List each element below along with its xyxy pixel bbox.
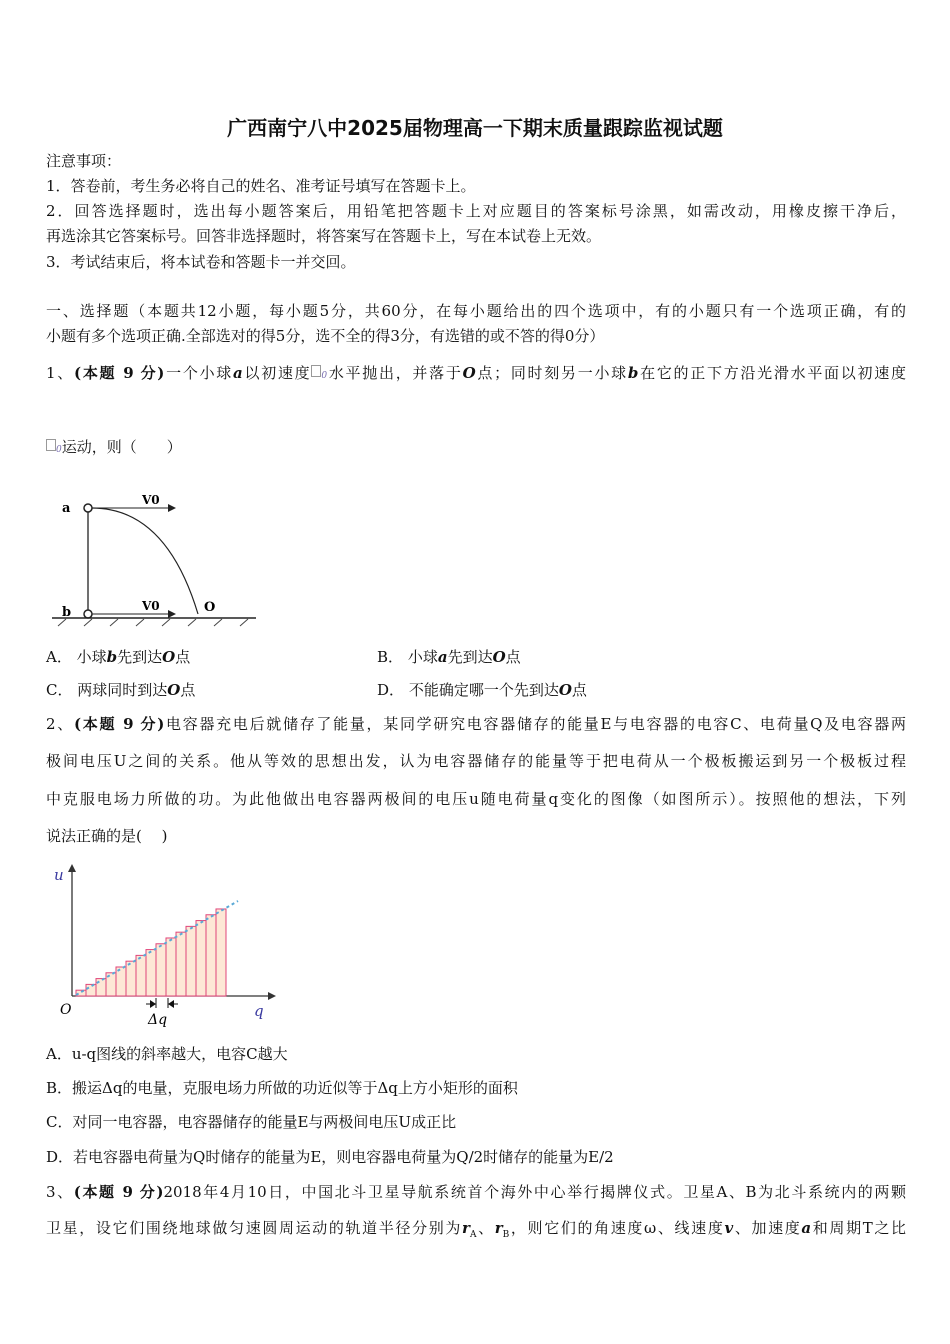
option-d[interactable]	[377, 680, 587, 700]
axis-label-q: q	[254, 1002, 264, 1020]
question-score: (本题 9 分)	[73, 715, 165, 733]
label-v0: V0	[142, 599, 160, 613]
u-q-graph-figure	[46, 858, 276, 1030]
var: b	[106, 648, 118, 666]
var-r: r	[462, 1219, 470, 1237]
var-O: O	[492, 648, 506, 666]
charge-step-rect	[166, 938, 176, 996]
subscript: 0	[321, 371, 328, 381]
charge-step-rect	[146, 950, 156, 996]
stem-text: 一个小球	[164, 364, 234, 382]
page-title: 广西南宁八中2025届物理高一下期末质量跟踪监视试题	[227, 116, 723, 140]
option-key: D．	[377, 681, 405, 699]
option-b[interactable]: B．搬运Δq的电量，克服电场力所做的功近似等于Δq上方小矩形的面积	[46, 1079, 518, 1097]
notice-heading: 注意事项：	[46, 152, 122, 170]
charge-step-rect	[176, 932, 186, 996]
subscript: A	[469, 1230, 477, 1240]
question-number: 2、	[46, 715, 74, 733]
stem-text: 电容器充电后就储存了能量，某同学研究电容器储存的能量E与电容器的电容C、电荷量Q及电容器两	[164, 715, 907, 733]
charge-step-rect	[126, 961, 136, 996]
delta-q-label: Δq	[148, 1012, 168, 1028]
question-2-stem-cont: 中克服电场力所做的功。为此他做出电容器两极间的电压u随电荷量q变化的图像（如图所示）。按照他的想法，下列	[46, 790, 906, 808]
option-b[interactable]	[377, 647, 521, 667]
option-text: 点	[175, 648, 191, 666]
stem-text: 和周期T之比	[811, 1219, 906, 1237]
var-v: v	[724, 1219, 734, 1237]
stem-text: 运动，则（ ）	[61, 438, 182, 456]
option-d[interactable]: D．若电容器电荷量为Q时储存的能量为E，则电容器电荷量为Q/2时储存的能量为E/2	[46, 1148, 614, 1166]
question-score: (本题 9 分)	[74, 364, 165, 382]
stem-text: 2018年4月10日，中国北斗卫星导航系统首个海外中心举行揭牌仪式。卫星A、B为北斗系统内的两颗	[163, 1183, 907, 1201]
section-heading: 一、选择题（本题共12小题，每小题5分，共60分，在每小题给出的四个选项中，有的小题只有一个选项正确，有的	[46, 302, 906, 320]
stem-text: 点；同时刻另一小球	[475, 364, 628, 382]
question-3-stem	[46, 1182, 906, 1202]
option-text: 先到达	[117, 648, 163, 666]
notice-item: 再选涂其它答案标号。回答非选择题时，将答案写在答题卡上，写在本试卷上无效。	[46, 227, 602, 245]
question-2-stem	[46, 714, 906, 734]
label-O: O	[204, 600, 216, 615]
option-text: 两球同时到达	[77, 681, 168, 699]
option-text: 点	[571, 681, 587, 699]
var-O: O	[167, 681, 181, 699]
missing-glyph-icon	[46, 439, 56, 451]
question-3-stem-cont	[46, 1218, 906, 1245]
option-text: 小球	[76, 648, 107, 666]
var-r: r	[494, 1219, 503, 1237]
option-c[interactable]: C．对同一电容器，电容器储存的能量E与两极间电压U成正比	[46, 1113, 457, 1131]
question-2-stem-cont: 极间电压U之间的关系。他从等效的思想出发，认为电容器储存的能量等于把电荷从一个极板搬运到另一个极板过程	[46, 752, 906, 770]
label-a: a	[62, 501, 71, 516]
question-1-stem-cont	[46, 437, 906, 460]
subscript: 0	[56, 445, 62, 455]
option-c[interactable]	[46, 680, 195, 700]
option-text: 点	[505, 648, 521, 666]
option-key: B．	[377, 648, 404, 666]
option-text: 点	[180, 681, 196, 699]
var-O: O	[162, 648, 176, 666]
charge-step-rect	[186, 926, 196, 996]
stem-text: 、加速度	[733, 1219, 802, 1237]
option-text: 先到达	[447, 648, 493, 666]
option-key: C．	[46, 681, 73, 699]
label-v0: V0	[142, 493, 160, 507]
var-O: O	[558, 681, 572, 699]
stem-text: 水平抛出，并落于	[327, 364, 463, 382]
var-b: b	[627, 364, 639, 382]
stem-text: 、	[476, 1219, 495, 1237]
option-a[interactable]: A．u-q图线的斜率越大，电容C越大	[46, 1045, 288, 1063]
stem-text: 在它的正下方沿光滑水平面以初速度	[638, 364, 906, 382]
charge-step-rect	[216, 909, 226, 996]
option-text: 不能确定哪一个先到达	[408, 681, 559, 699]
charge-step-rect	[96, 979, 106, 996]
question-2-stem-cont: 说法正确的是( )	[46, 827, 168, 845]
section-heading-cont: 小题有多个选项正确.全部选对的得5分，选不全的得3分，有选错的或不答的得0分）	[46, 327, 605, 345]
notice-item: 3．考试结束后，将本试卷和答题卡一并交回。	[46, 253, 356, 271]
notice-item: 2．回答选择题时，选出每小题答案后，用铅笔把答题卡上对应题目的答案标号涂黑，如需改动，用橡皮擦干净后，	[46, 202, 906, 220]
question-number: 3、	[46, 1183, 74, 1201]
question-score: (本题 9 分)	[73, 1183, 164, 1201]
charge-step-rect	[136, 955, 146, 996]
charge-step-rect	[206, 915, 216, 996]
subscript: B	[502, 1230, 510, 1240]
var-a: a	[801, 1219, 812, 1237]
var: a	[437, 648, 448, 666]
stem-text: 卫星，设它们围绕地球做匀速圆周运动的轨道半径分别为	[46, 1219, 463, 1237]
axis-label-u: u	[54, 866, 64, 884]
charge-step-rect	[86, 984, 96, 996]
charge-step-rect	[116, 967, 126, 996]
var-a: a	[233, 364, 243, 382]
projectile-figure	[46, 488, 261, 628]
option-key: A．	[46, 648, 72, 666]
notice-item: 1．答卷前，考生务必将自己的姓名、准考证号填写在答题卡上。	[46, 177, 476, 195]
question-number: 1、	[46, 364, 74, 382]
option-a[interactable]	[46, 647, 190, 667]
origin-label: O	[60, 1002, 72, 1018]
missing-glyph-icon	[311, 365, 321, 377]
label-b: b	[62, 605, 72, 620]
var-O: O	[462, 364, 476, 382]
stem-text: ，则它们的角速度ω、线速度	[509, 1219, 725, 1237]
question-1-stem	[46, 363, 906, 386]
stem-text: 以初速度	[242, 364, 312, 382]
option-text: 小球	[407, 648, 438, 666]
charge-step-rect	[196, 921, 206, 996]
charge-step-rect	[156, 944, 166, 996]
